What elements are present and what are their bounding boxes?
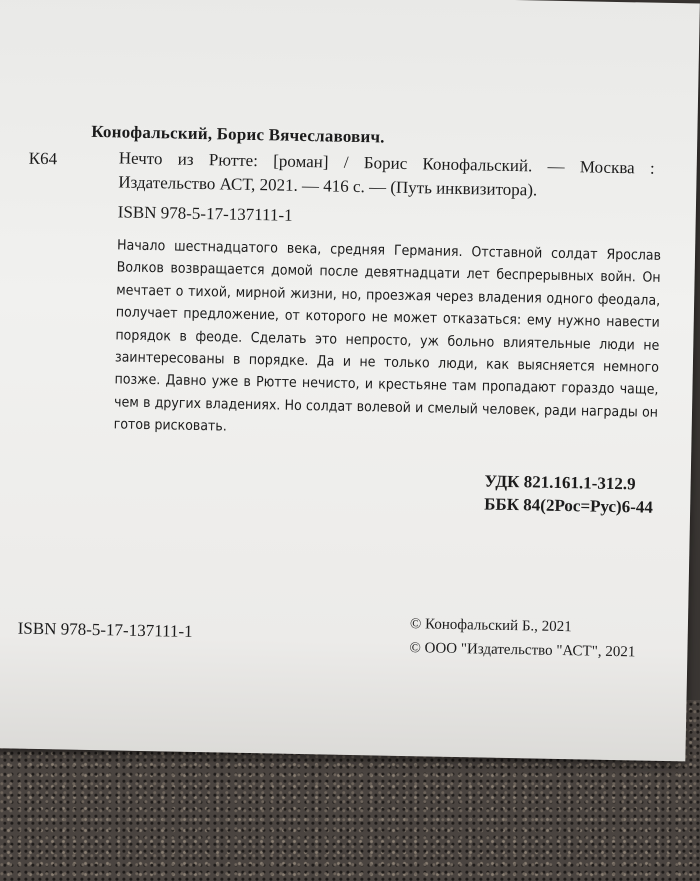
copyright-block — [409, 612, 636, 664]
author-heading: Конофальский, Борис Вячеславович. — [91, 121, 385, 147]
udk-code: УДК 821.161.1-312.9 — [484, 471, 636, 494]
isbn-main: ISBN 978-5-17-137111-1 — [117, 202, 293, 225]
shelf-code: К64 — [28, 148, 58, 169]
classification-codes — [484, 470, 653, 519]
isbn-bottom: ISBN 978-5-17-137111-1 — [17, 618, 193, 641]
bibliographic-record: Нечто из Рютте: [роман] / Борис Конофальский. — Москва : Издательство АСТ, 2021. — 416 с. — (Путь инквизитора). — [118, 148, 655, 200]
bbk-code: ББК 84(2Рос=Рус)6-44 — [484, 494, 654, 517]
copyright-publisher: © ООО "Издательство "АСТ", 2021 — [409, 640, 636, 661]
annotation-text: Начало шестнадцатого века, средняя Германия. Отставной солдат Ярослав Волков возвращается домой после девятнадцати лет беспрерывных войн. Он мечтает о тихой, мирной жизни, но, проезжая через владения одного феодала, получает предложение, от которого не может отказаться: ему нужно навести порядок в феоде. Сделать это непросто, уж больно влиятельные люди не заинтересованы в порядке. Да и не только люди, как выясняется немного позже. Давно уже в Рютте нечисто, и крестьяне там пропадают гораздо чаще, чем в других владениях. Но солдат волевой и смелый человек, ради награды он готов рисковать. — [113, 237, 662, 435]
copyright-author: © Конофальский Б., 2021 — [409, 616, 572, 636]
